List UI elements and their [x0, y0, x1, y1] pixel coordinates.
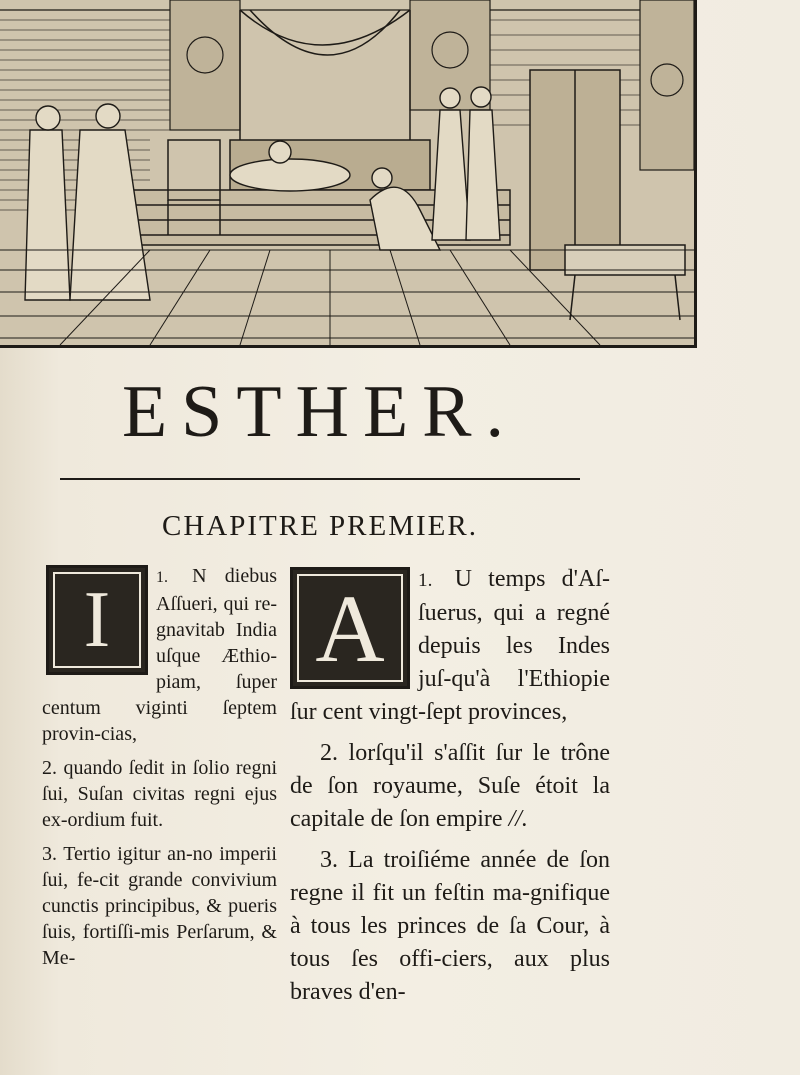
- french-dropcap-letter: A: [315, 574, 385, 682]
- french-verse-2: [290, 737, 610, 836]
- latin-verse-1: [42, 563, 277, 747]
- french-column: [290, 563, 610, 1017]
- latin-dropcap: [46, 565, 148, 675]
- book-title: ESTHER.: [121, 371, 519, 453]
- latin-verse-1-text: N diebus Aſſueri, qui re-gnavitab India uſque Æthio-piam, ſuper centum viginti ſeptem provin-cias,: [42, 565, 277, 745]
- latin-dropcap-letter: I: [83, 576, 111, 664]
- latin-verse-3: 3. Tertio igitur an-no imperii ſui, fe-cit grande convivium cunctis principibus, & pueris ſuis, fortiſſi-mis Perſarum, & Me-: [42, 843, 277, 969]
- french-dropcap: [290, 567, 410, 689]
- chapter-heading: CHAPITRE PREMIER.: [162, 510, 478, 542]
- french-verse-1: [290, 563, 610, 729]
- french-verse-2-text: 2. lorſqu'il s'aſſit ſur le trône de ſon royaume, Suſe étoit la capitale de ſon empire: [290, 740, 610, 832]
- french-verse-1-text: U temps d'Aſ-ſuerus, qui a regné depuis les Indes juſ-qu'à l'Ethiopie ſur cent vingt-ſept provinces,: [290, 566, 611, 725]
- french-verse-1-number: 1.: [418, 570, 433, 591]
- french-verse-3: 3. La troiſiéme année de ſon regne il fit un feſtin ma-gnifique à tous les princes de ſa Cour, à tous ſes offi-ciers, aux plus braves d'en-: [290, 847, 610, 1005]
- woodcut-illustration: [0, 0, 697, 348]
- latin-column: [42, 563, 277, 979]
- latin-verse-1-number: 1.: [156, 569, 168, 586]
- latin-verse-2: 2. quando ſedit in ſolio regni ſui, Suſan civitas regni ejus ex-ordium fuit.: [42, 757, 277, 831]
- french-verse-2-mark: //.: [508, 806, 528, 832]
- title-divider: [60, 478, 580, 480]
